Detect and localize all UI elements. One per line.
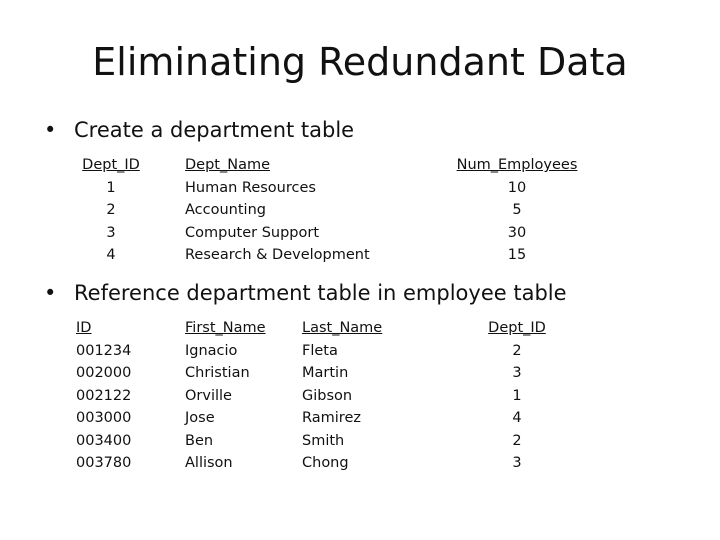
table-header: ID [76, 320, 92, 336]
table-cell: 3 [512, 365, 522, 381]
table-cell: 2 [512, 342, 522, 359]
table-cell: 003400 [76, 432, 132, 449]
bullet-text: Reference department table in employee table [74, 281, 567, 305]
table-cell: Orville [185, 387, 232, 404]
table-cell: 003780 [76, 455, 132, 471]
table-cell: Martin [302, 365, 349, 381]
emp-table-col-last-name [302, 317, 432, 475]
table-cell: Chong [302, 455, 349, 471]
table-header: Num_Employees [456, 157, 578, 173]
table-cell: 2 [512, 432, 522, 449]
table-cell: 4 [106, 247, 116, 263]
emp-table-col-dept-id [478, 317, 556, 475]
table-header: First_Name [185, 320, 266, 336]
table-cell: 002122 [76, 387, 132, 404]
emp-table-col-id [76, 317, 166, 475]
table-cell: Allison [185, 455, 233, 471]
bullet-dot: • [44, 281, 57, 305]
table-cell: 003000 [76, 410, 132, 426]
table-cell: 15 [507, 247, 527, 263]
table-cell: 3 [512, 455, 522, 471]
table-cell: 1 [512, 387, 522, 404]
bullet-dot: • [44, 118, 57, 142]
table-header: Last_Name [302, 320, 383, 336]
table-cell: Research & Development [185, 247, 370, 263]
table-cell: 30 [507, 224, 527, 241]
table-cell: Fleta [302, 342, 338, 359]
table-cell: 001234 [76, 342, 132, 359]
table-cell: 1 [106, 179, 116, 196]
table-cell: 3 [106, 224, 116, 241]
bullet-reference-department-table [44, 281, 567, 305]
table-cell: 10 [507, 179, 527, 196]
table-cell: Ignacio [185, 342, 238, 359]
table-header: Dept_ID [82, 157, 140, 173]
table-cell: Ramirez [302, 410, 361, 426]
table-cell: Gibson [302, 387, 353, 404]
table-cell: 4 [512, 410, 522, 426]
table-cell: Human Resources [185, 179, 316, 196]
table-cell: 002000 [76, 365, 132, 381]
table-cell: Ben [185, 432, 214, 449]
table-cell: 2 [106, 202, 116, 218]
emp-table-col-first-name [185, 317, 295, 475]
slide-title: Eliminating Redundant Data [92, 40, 628, 84]
table-cell: Smith [302, 432, 345, 449]
dept-table-col-dept-id [76, 154, 146, 267]
bullet-text: Create a department table [74, 118, 355, 142]
table-cell: Accounting [185, 202, 266, 218]
table-cell: Computer Support [185, 224, 320, 241]
dept-table-col-num-employees [440, 154, 594, 267]
bullet-create-department-table [44, 118, 354, 142]
table-header: Dept_Name [185, 157, 271, 173]
table-cell: Jose [185, 410, 215, 426]
table-header: Dept_ID [488, 320, 546, 336]
table-cell: 5 [512, 202, 522, 218]
table-cell: Christian [185, 365, 250, 381]
dept-table-col-dept-name [185, 154, 405, 267]
